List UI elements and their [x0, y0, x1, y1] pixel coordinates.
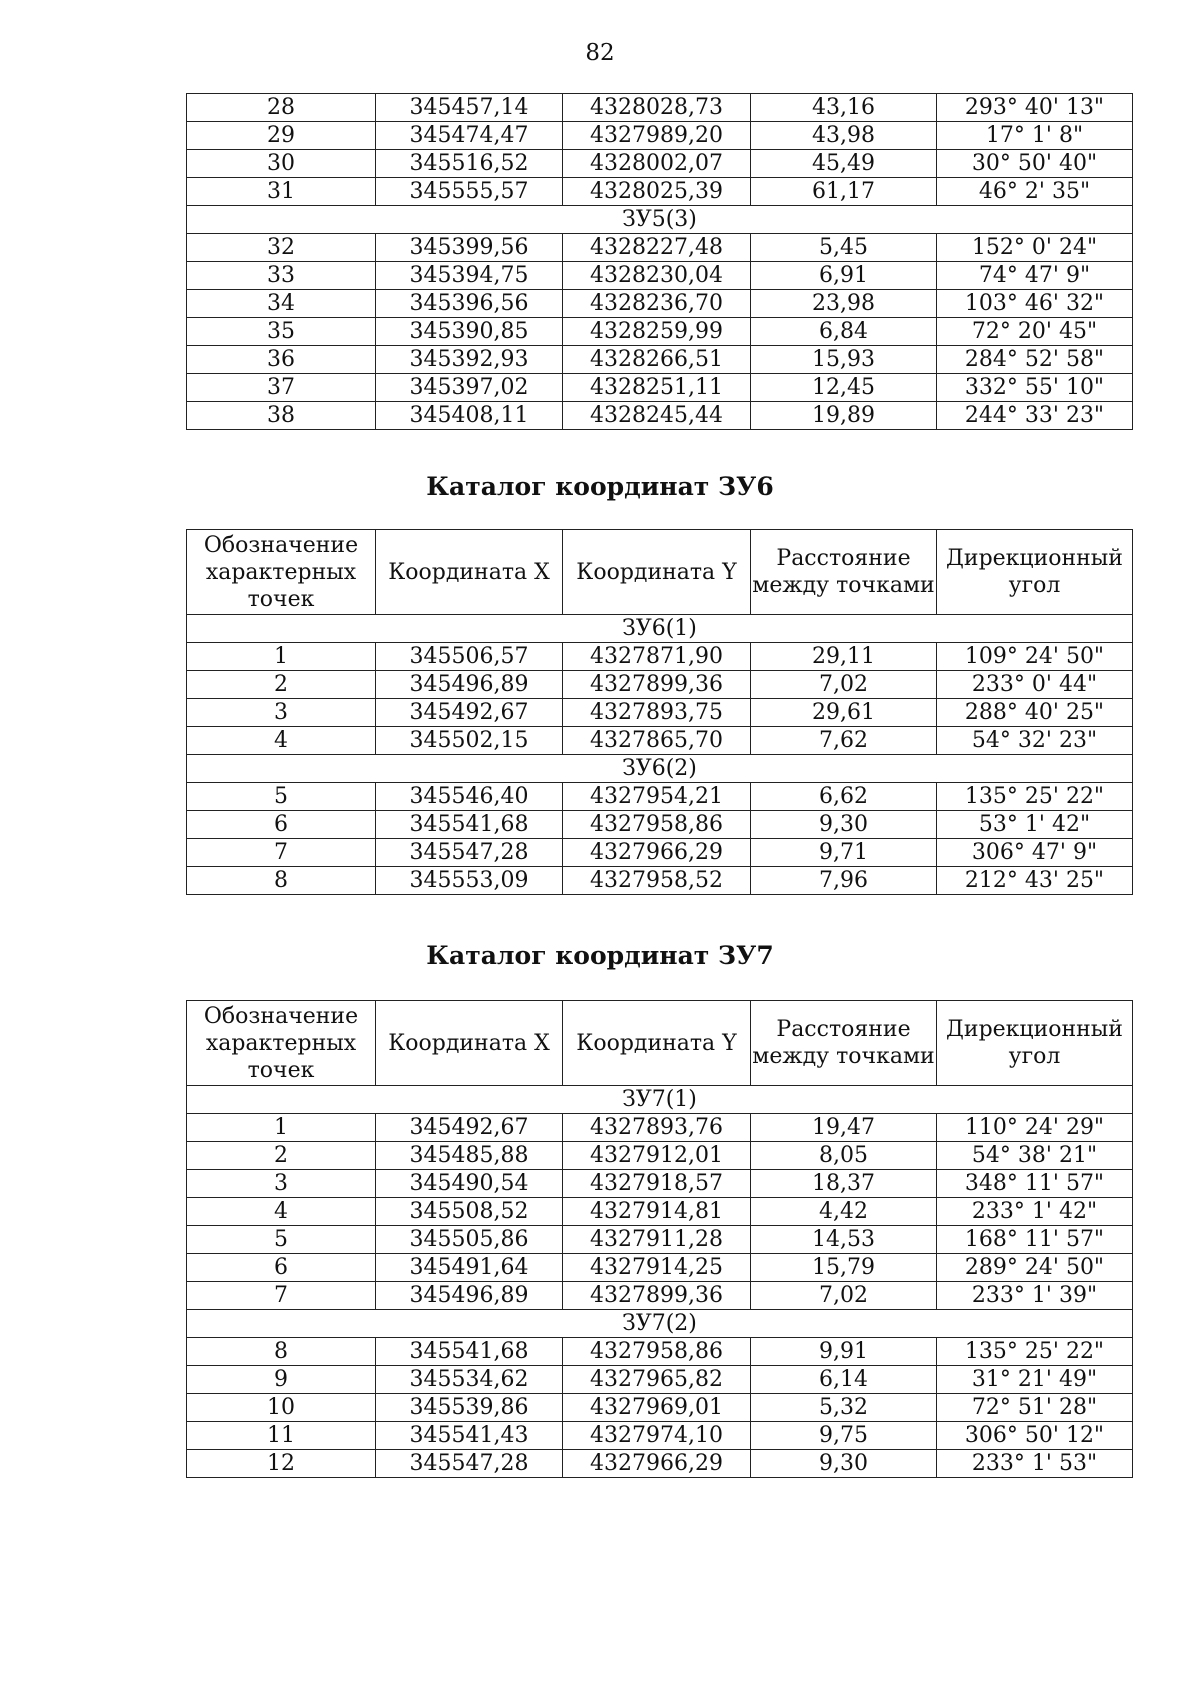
cell-angle: 30° 50' 40" — [937, 150, 1133, 178]
header-coordinate-y: Координата Y — [563, 530, 751, 615]
table-row — [187, 699, 1133, 727]
cell-distance: 19,47 — [751, 1114, 937, 1142]
cell-angle: 233° 1' 53" — [937, 1450, 1133, 1478]
table-body — [187, 1338, 1133, 1478]
cell-point: 30 — [187, 150, 376, 178]
cell-distance: 6,62 — [751, 783, 937, 811]
table-section — [187, 206, 1133, 234]
cell-x: 345397,02 — [376, 374, 563, 402]
cell-point: 3 — [187, 699, 376, 727]
cell-point: 4 — [187, 727, 376, 755]
cell-point: 6 — [187, 1254, 376, 1282]
table-row — [187, 94, 1133, 122]
section-row — [187, 206, 1133, 234]
cell-distance: 5,45 — [751, 234, 937, 262]
section-row — [187, 1310, 1133, 1338]
cell-angle: 233° 0' 44" — [937, 671, 1133, 699]
cell-y: 4327914,81 — [563, 1198, 751, 1226]
cell-distance: 23,98 — [751, 290, 937, 318]
header-coordinate-x: Координата X — [376, 530, 563, 615]
table-body — [187, 783, 1133, 895]
cell-distance: 14,53 — [751, 1226, 937, 1254]
cell-x: 345496,89 — [376, 671, 563, 699]
cell-point: 33 — [187, 262, 376, 290]
cell-angle: 152° 0' 24" — [937, 234, 1133, 262]
cell-y: 4327966,29 — [563, 1450, 751, 1478]
cell-angle: 306° 47' 9" — [937, 839, 1133, 867]
cell-x: 345474,47 — [376, 122, 563, 150]
cell-point: 31 — [187, 178, 376, 206]
table-section — [187, 755, 1133, 783]
cell-x: 345505,86 — [376, 1226, 563, 1254]
section-row — [187, 615, 1133, 643]
cell-point: 38 — [187, 402, 376, 430]
cell-y: 4327893,75 — [563, 699, 751, 727]
cell-distance: 9,30 — [751, 811, 937, 839]
table-body — [187, 94, 1133, 206]
cell-angle: 135° 25' 22" — [937, 783, 1133, 811]
cell-y: 4327912,01 — [563, 1142, 751, 1170]
cell-point: 11 — [187, 1422, 376, 1450]
header-distance: Расстояние между точками — [751, 530, 937, 615]
cell-distance: 9,91 — [751, 1338, 937, 1366]
coordinates-table-zu7 — [186, 1000, 1133, 1478]
cell-distance: 15,93 — [751, 346, 937, 374]
cell-y: 4327965,82 — [563, 1366, 751, 1394]
cell-y: 4327966,29 — [563, 839, 751, 867]
cell-point: 5 — [187, 1226, 376, 1254]
cell-y: 4327989,20 — [563, 122, 751, 150]
cell-point: 9 — [187, 1366, 376, 1394]
cell-x: 345555,57 — [376, 178, 563, 206]
cell-y: 4327899,36 — [563, 1282, 751, 1310]
cell-x: 345541,68 — [376, 1338, 563, 1366]
cell-point: 34 — [187, 290, 376, 318]
cell-y: 4327911,28 — [563, 1226, 751, 1254]
cell-distance: 6,14 — [751, 1366, 937, 1394]
table-row — [187, 1338, 1133, 1366]
cell-distance: 7,02 — [751, 1282, 937, 1310]
cell-distance: 6,84 — [751, 318, 937, 346]
section-row — [187, 755, 1133, 783]
table-row — [187, 290, 1133, 318]
header-point-designation: Обозначение характерных точек — [187, 1001, 376, 1086]
cell-x: 345491,64 — [376, 1254, 563, 1282]
cell-distance: 7,02 — [751, 671, 937, 699]
cell-x: 345553,09 — [376, 867, 563, 895]
cell-y: 4327958,86 — [563, 811, 751, 839]
cell-point: 36 — [187, 346, 376, 374]
cell-y: 4328002,07 — [563, 150, 751, 178]
section-label: ЗУ7(2) — [187, 1310, 1133, 1338]
cell-angle: 46° 2' 35" — [937, 178, 1133, 206]
cell-angle: 54° 38' 21" — [937, 1142, 1133, 1170]
cell-distance: 6,91 — [751, 262, 937, 290]
section-label: ЗУ6(1) — [187, 615, 1133, 643]
cell-x: 345508,52 — [376, 1198, 563, 1226]
cell-x: 345506,57 — [376, 643, 563, 671]
table-row — [187, 1198, 1133, 1226]
cell-x: 345547,28 — [376, 1450, 563, 1478]
cell-angle: 289° 24' 50" — [937, 1254, 1133, 1282]
cell-angle: 348° 11' 57" — [937, 1170, 1133, 1198]
cell-distance: 12,45 — [751, 374, 937, 402]
cell-angle: 212° 43' 25" — [937, 867, 1133, 895]
cell-point: 2 — [187, 671, 376, 699]
cell-point: 4 — [187, 1198, 376, 1226]
cell-distance: 29,61 — [751, 699, 937, 727]
table-body — [187, 234, 1133, 430]
cell-point: 1 — [187, 1114, 376, 1142]
cell-x: 345394,75 — [376, 262, 563, 290]
cell-angle: 135° 25' 22" — [937, 1338, 1133, 1366]
cell-point: 10 — [187, 1394, 376, 1422]
cell-distance: 29,11 — [751, 643, 937, 671]
cell-distance: 8,05 — [751, 1142, 937, 1170]
table-row — [187, 374, 1133, 402]
cell-angle: 233° 1' 42" — [937, 1198, 1133, 1226]
cell-x: 345541,68 — [376, 811, 563, 839]
cell-point: 1 — [187, 643, 376, 671]
cell-distance: 43,16 — [751, 94, 937, 122]
table-row — [187, 1226, 1133, 1254]
cell-distance: 9,30 — [751, 1450, 937, 1478]
table-section — [187, 1086, 1133, 1114]
cell-distance: 9,75 — [751, 1422, 937, 1450]
header-coordinate-x: Координата X — [376, 1001, 563, 1086]
cell-distance: 7,96 — [751, 867, 937, 895]
cell-x: 345547,28 — [376, 839, 563, 867]
cell-angle: 109° 24' 50" — [937, 643, 1133, 671]
cell-distance: 15,79 — [751, 1254, 937, 1282]
cell-y: 4327871,90 — [563, 643, 751, 671]
cell-y: 4328028,73 — [563, 94, 751, 122]
cell-distance: 9,71 — [751, 839, 937, 867]
cell-angle: 284° 52' 58" — [937, 346, 1133, 374]
cell-angle: 74° 47' 9" — [937, 262, 1133, 290]
table-row — [187, 318, 1133, 346]
cell-y: 4328236,70 — [563, 290, 751, 318]
cell-angle: 17° 1' 8" — [937, 122, 1133, 150]
table-row — [187, 1142, 1133, 1170]
table-row — [187, 402, 1133, 430]
cell-y: 4327958,86 — [563, 1338, 751, 1366]
cell-point: 2 — [187, 1142, 376, 1170]
cell-point: 8 — [187, 867, 376, 895]
cell-x: 345390,85 — [376, 318, 563, 346]
cell-y: 4328266,51 — [563, 346, 751, 374]
table-row — [187, 1394, 1133, 1422]
cell-x: 345539,86 — [376, 1394, 563, 1422]
cell-x: 345492,67 — [376, 1114, 563, 1142]
table-body — [187, 643, 1133, 755]
table-row — [187, 122, 1133, 150]
header-bearing-angle: Дирекционный угол — [937, 1001, 1133, 1086]
cell-y: 4327865,70 — [563, 727, 751, 755]
table-section — [187, 615, 1133, 643]
cell-angle: 54° 32' 23" — [937, 727, 1133, 755]
cell-angle: 103° 46' 32" — [937, 290, 1133, 318]
cell-distance: 45,49 — [751, 150, 937, 178]
cell-angle: 244° 33' 23" — [937, 402, 1133, 430]
coordinates-table-zu6 — [186, 529, 1133, 895]
table-row — [187, 1422, 1133, 1450]
cell-x: 345457,14 — [376, 94, 563, 122]
page-number: 82 — [585, 40, 615, 66]
cell-x: 345502,15 — [376, 727, 563, 755]
table-row — [187, 1282, 1133, 1310]
cell-x: 345496,89 — [376, 1282, 563, 1310]
cell-x: 345541,43 — [376, 1422, 563, 1450]
cell-x: 345534,62 — [376, 1366, 563, 1394]
cell-y: 4328245,44 — [563, 402, 751, 430]
cell-y: 4327899,36 — [563, 671, 751, 699]
coordinates-table-continued — [186, 93, 1133, 430]
table-row — [187, 867, 1133, 895]
section-label: ЗУ5(3) — [187, 206, 1133, 234]
cell-point: 37 — [187, 374, 376, 402]
header-coordinate-y: Координата Y — [563, 1001, 751, 1086]
cell-distance: 18,37 — [751, 1170, 937, 1198]
cell-angle: 53° 1' 42" — [937, 811, 1133, 839]
table-row — [187, 643, 1133, 671]
cell-y: 4327969,01 — [563, 1394, 751, 1422]
cell-point: 12 — [187, 1450, 376, 1478]
cell-x: 345396,56 — [376, 290, 563, 318]
cell-point: 35 — [187, 318, 376, 346]
table-row — [187, 671, 1133, 699]
cell-distance: 4,42 — [751, 1198, 937, 1226]
cell-x: 345399,56 — [376, 234, 563, 262]
cell-y: 4328251,11 — [563, 374, 751, 402]
table-row — [187, 1254, 1133, 1282]
cell-angle: 72° 20' 45" — [937, 318, 1133, 346]
cell-point: 32 — [187, 234, 376, 262]
table-row — [187, 727, 1133, 755]
header-distance: Расстояние между точками — [751, 1001, 937, 1086]
catalog-title-zu6: Каталог координат ЗУ6 — [426, 472, 774, 501]
cell-x: 345408,11 — [376, 402, 563, 430]
header-point-designation: Обозначение характерных точек — [187, 530, 376, 615]
cell-y: 4327974,10 — [563, 1422, 751, 1450]
table-row — [187, 811, 1133, 839]
table-row — [187, 150, 1133, 178]
cell-y: 4327958,52 — [563, 867, 751, 895]
cell-point: 6 — [187, 811, 376, 839]
cell-angle: 233° 1' 39" — [937, 1282, 1133, 1310]
cell-x: 345492,67 — [376, 699, 563, 727]
cell-angle: 332° 55' 10" — [937, 374, 1133, 402]
table-header-row — [187, 530, 1133, 615]
cell-x: 345490,54 — [376, 1170, 563, 1198]
section-label: ЗУ7(1) — [187, 1086, 1133, 1114]
table-section — [187, 1310, 1133, 1338]
table-row — [187, 1450, 1133, 1478]
cell-y: 4328259,99 — [563, 318, 751, 346]
cell-x: 345485,88 — [376, 1142, 563, 1170]
table-body — [187, 1114, 1133, 1310]
cell-distance: 43,98 — [751, 122, 937, 150]
cell-angle: 31° 21' 49" — [937, 1366, 1133, 1394]
cell-angle: 72° 51' 28" — [937, 1394, 1133, 1422]
table-row — [187, 1170, 1133, 1198]
cell-y: 4327954,21 — [563, 783, 751, 811]
cell-distance: 5,32 — [751, 1394, 937, 1422]
table-row — [187, 178, 1133, 206]
cell-distance: 61,17 — [751, 178, 937, 206]
cell-angle: 288° 40' 25" — [937, 699, 1133, 727]
cell-x: 345392,93 — [376, 346, 563, 374]
cell-point: 7 — [187, 1282, 376, 1310]
cell-distance: 19,89 — [751, 402, 937, 430]
cell-y: 4328227,48 — [563, 234, 751, 262]
cell-y: 4328025,39 — [563, 178, 751, 206]
cell-y: 4327914,25 — [563, 1254, 751, 1282]
catalog-title-zu7: Каталог координат ЗУ7 — [426, 941, 774, 970]
cell-point: 8 — [187, 1338, 376, 1366]
cell-point: 7 — [187, 839, 376, 867]
section-label: ЗУ6(2) — [187, 755, 1133, 783]
table-header-row — [187, 1001, 1133, 1086]
table-row — [187, 783, 1133, 811]
table-row — [187, 262, 1133, 290]
table-row — [187, 839, 1133, 867]
cell-y: 4327893,76 — [563, 1114, 751, 1142]
table-row — [187, 234, 1133, 262]
cell-x: 345546,40 — [376, 783, 563, 811]
table-row — [187, 1366, 1133, 1394]
cell-point: 29 — [187, 122, 376, 150]
cell-point: 5 — [187, 783, 376, 811]
table-row — [187, 1114, 1133, 1142]
cell-angle: 110° 24' 29" — [937, 1114, 1133, 1142]
section-row — [187, 1086, 1133, 1114]
cell-angle: 293° 40' 13" — [937, 94, 1133, 122]
cell-y: 4328230,04 — [563, 262, 751, 290]
table-row — [187, 346, 1133, 374]
cell-y: 4327918,57 — [563, 1170, 751, 1198]
cell-angle: 168° 11' 57" — [937, 1226, 1133, 1254]
cell-x: 345516,52 — [376, 150, 563, 178]
cell-distance: 7,62 — [751, 727, 937, 755]
cell-angle: 306° 50' 12" — [937, 1422, 1133, 1450]
cell-point: 3 — [187, 1170, 376, 1198]
header-bearing-angle: Дирекционный угол — [937, 530, 1133, 615]
cell-point: 28 — [187, 94, 376, 122]
